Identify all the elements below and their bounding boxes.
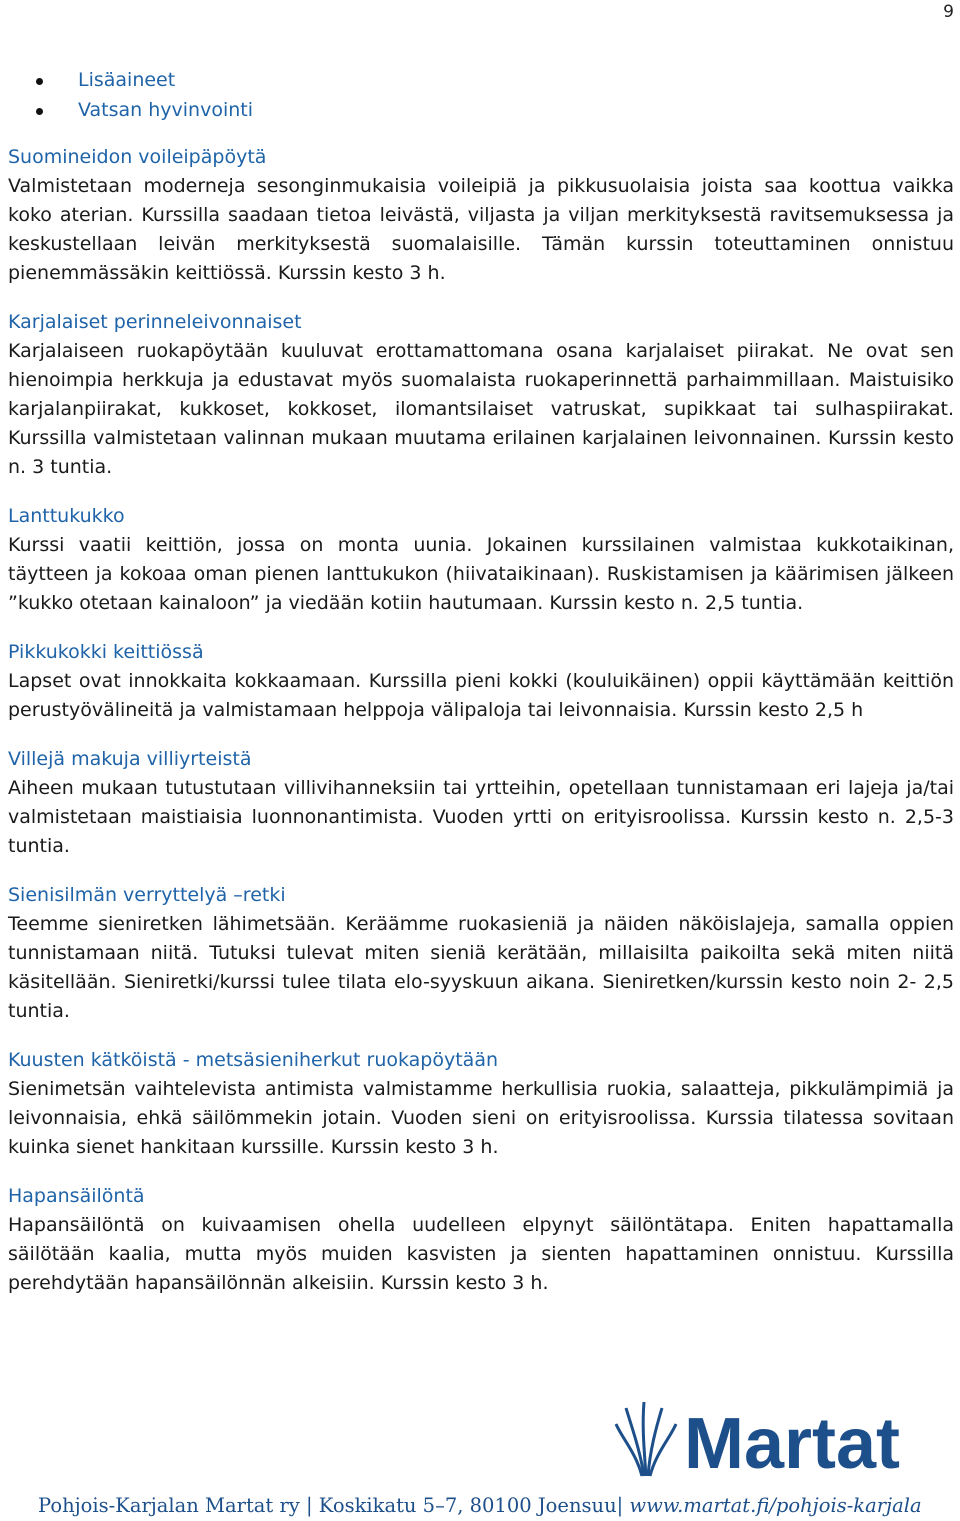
course-section bbox=[8, 308, 954, 482]
list-item-label: Lisäaineet bbox=[78, 69, 176, 91]
divider: | bbox=[299, 1494, 319, 1517]
course-title: Kuusten kätköistä - metsäsieniherkut ruokapöytään bbox=[8, 1049, 499, 1071]
course-title: Hapansäilöntä bbox=[8, 1185, 145, 1207]
course-section bbox=[8, 745, 954, 861]
organization-name: Pohjois-Karjalan Martat ry bbox=[38, 1494, 300, 1517]
footer-contact-line bbox=[38, 1494, 922, 1517]
course-description: Valmistetaan moderneja sesonginmukaisia voileipiä ja pikkusuolaisia joista saa koottua vaikka koko aterian. Kurssilla saadaan tietoa leivästä, viljasta ja viljan merkityksestä ravitsemuksessa ja keskustellaan leivän merkityksestä suomalaisille. Tämän kurssin toteuttaminen onnistuu pienemmässäkin keittiössä. Kurssin kesto 3 h. bbox=[8, 175, 954, 284]
martat-logo bbox=[612, 1398, 942, 1478]
address: Koskikatu 5–7, 80100 Joensuu bbox=[318, 1494, 617, 1517]
course-section bbox=[8, 1046, 954, 1162]
website-link[interactable]: www.martat.fi/pohjois-karjala bbox=[629, 1494, 922, 1517]
course-description: Karjalaiseen ruokapöytään kuuluvat erottamattomana osana karjalaiset piirakat. Ne ovat sen hienoimpia herkkuja ja edustavat myös suomalaista ruokaperinnettä parhaimmillaan. Maistuisiko karjalanpiirakat, kukkoset, kokkoset, ilomantsilaiset vatruskat, supikkaat tai sulhaspiirakat. Kurssilla valmistetaan valinnan mukaan muutama erilainen karjalainen leivonnainen. Kurssin kesto n. 3 tuntia. bbox=[8, 340, 954, 478]
wheat-sheaf-icon bbox=[616, 1402, 676, 1476]
course-section bbox=[8, 1182, 954, 1298]
course-title: Pikkukokki keittiössä bbox=[8, 641, 204, 663]
course-title: Suomineidon voileipäpöytä bbox=[8, 146, 267, 168]
course-description: Lapset ovat innokkaita kokkaamaan. Kurssilla pieni kokki (kouluikäinen) oppii käyttämään keittiön perustyövälineitä ja valmistamaan helppoja välipaloja tai leivonnaisia. Kurssin kesto 2,5 h bbox=[8, 670, 954, 721]
course-description: Hapansäilöntä on kuivaamisen ohella uudelleen elpynyt säilöntätapa. Eniten hapattamalla säilötään kaalia, mutta myös muiden kasvisten ja sienten hapattaminen onnistuu. Kurssilla perehdytään hapansäilönnän alkeisiin. Kurssin kesto 3 h. bbox=[8, 1214, 954, 1294]
document-body bbox=[8, 66, 954, 1318]
course-section bbox=[8, 143, 954, 288]
course-description: Aiheen mukaan tutustutaan villivihanneksiin tai yrtteihin, opetellaan tunnistamaan eri lajeja ja/tai valmistetaan maistiaisia luonnonantimista. Vuoden yrtti on erityisroolissa. Kurssin kesto n. 2,5-3 tuntia. bbox=[8, 777, 954, 857]
divider: | bbox=[616, 1494, 630, 1517]
course-title: Villejä makuja villiyrteistä bbox=[8, 748, 252, 770]
bullet-icon bbox=[36, 108, 43, 115]
list-item bbox=[8, 96, 954, 126]
course-description: Teemme sieniretken lähimetsään. Keräämme ruokasieniä ja näiden näköislajeja, samalla oppien tunnistamaan niitä. Tutuksi tulevat miten sieniä kerätään, millaisilta paikoilta sekä miten niitä käsitellään. Sieniretki/kurssi tulee tilata elo-syyskuun aikana. Sieniretken/kurssin kesto noin 2- 2,5 tuntia. bbox=[8, 913, 954, 1022]
page-number: 9 bbox=[943, 2, 954, 22]
course-section bbox=[8, 502, 954, 618]
page-footer bbox=[0, 1390, 960, 1521]
course-section bbox=[8, 638, 954, 725]
course-description: Kurssi vaatii keittiön, jossa on monta uunia. Jokainen kurssilainen valmistaa kukkotaikinan, täytteen ja kokoaa oman pienen lanttukukon (hiivataikinaan). Ruskistamisen ja käärimisen jälkeen ”kukko otetaan kainaloon” ja viedään kotiin hautumaan. Kurssin kesto n. 2,5 tuntia. bbox=[8, 534, 954, 614]
logo-wordmark: Martat bbox=[684, 1404, 901, 1478]
list-item bbox=[8, 66, 954, 96]
course-title: Lanttukukko bbox=[8, 505, 125, 527]
course-title: Karjalaiset perinneleivonnaiset bbox=[8, 311, 302, 333]
bullet-list bbox=[8, 66, 954, 125]
course-description: Sienimetsän vaihtelevista antimista valmistamme herkullisia ruokia, salaatteja, pikkulämpimiä ja leivonnaisia, ehkä säilömmekin jotain. Vuoden sieni on erityisroolissa. Kurssia tilatessa sovitaan kuinka sienet hankitaan kurssille. Kurssin kesto 3 h. bbox=[8, 1078, 954, 1158]
list-item-label: Vatsan hyvinvointi bbox=[78, 98, 254, 121]
bullet-icon bbox=[36, 78, 43, 85]
course-title: Sienisilmän verryttelyä –retki bbox=[8, 884, 286, 906]
course-section bbox=[8, 881, 954, 1026]
